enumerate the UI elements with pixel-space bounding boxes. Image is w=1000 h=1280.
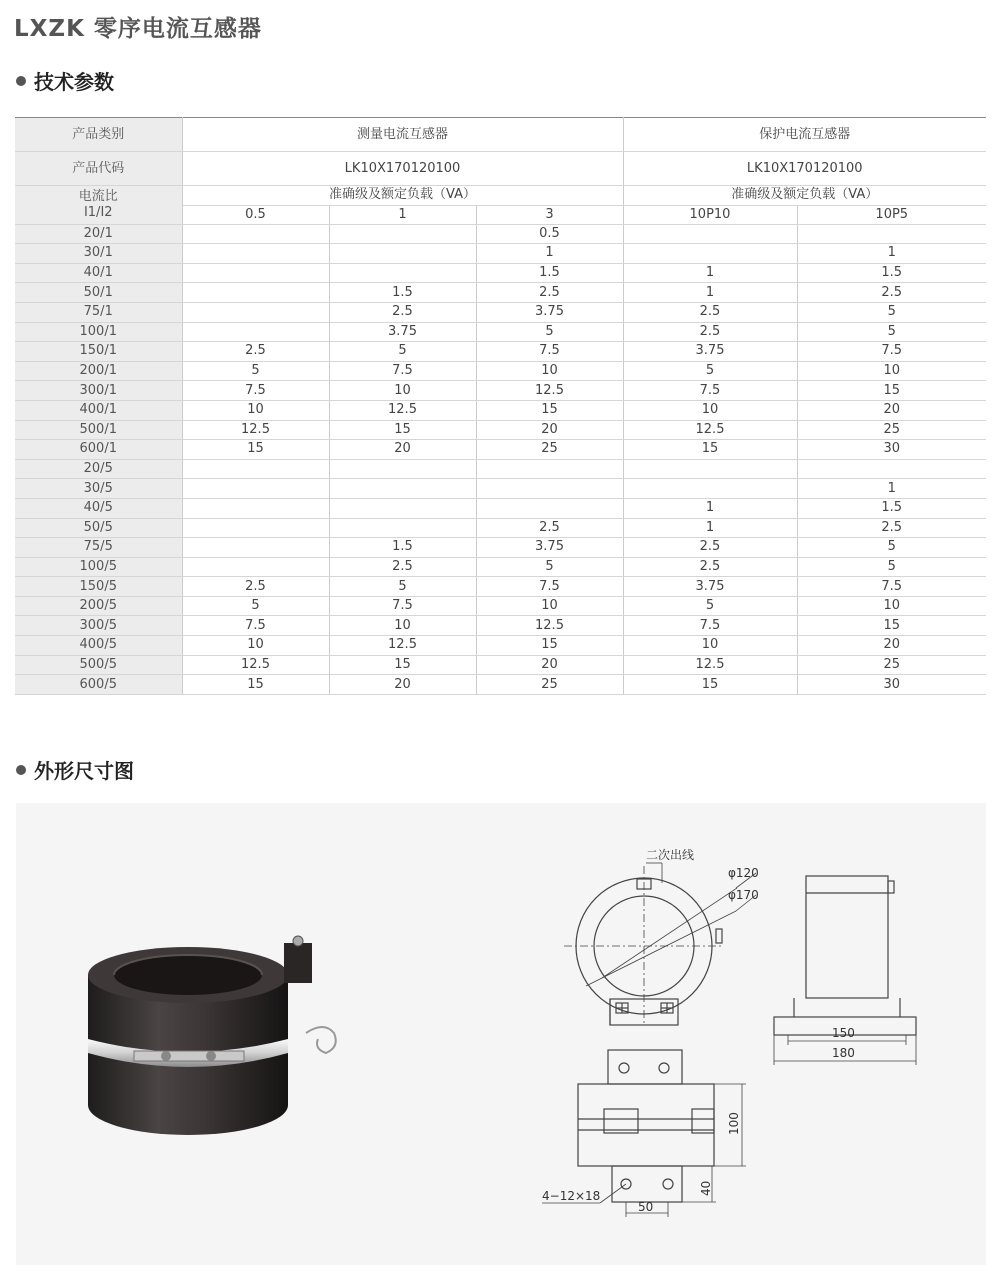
cell-class-10p10: 10 [623,636,797,656]
cell-class-10p10 [623,459,797,479]
cell-class-3: 5 [476,322,623,342]
label-width-inner: 150 [832,1026,855,1040]
cell-class-10p10: 15 [623,675,797,695]
cell-ratio: 40/1 [15,263,182,283]
cell-class-1: 1.5 [329,538,476,558]
cell-ratio: 100/1 [15,322,182,342]
cell-class-0.5: 2.5 [182,577,329,597]
label-height: 100 [727,1112,741,1135]
label-holes: 4−12×18 [542,1189,601,1203]
table-row [15,322,986,342]
table-row [15,479,986,499]
cell-class-10p10: 2.5 [623,557,797,577]
cell-class-3 [476,479,623,499]
cell-ratio: 100/5 [15,557,182,577]
cell-class-0.5 [182,224,329,244]
cell-class-0.5: 5 [182,596,329,616]
label-foot-height: 40 [699,1180,713,1196]
class-10p10: 10P10 [623,205,797,224]
table-row [15,263,986,283]
table-row [15,498,986,518]
table-row [15,420,986,440]
cell-ratio: 600/5 [15,675,182,695]
cell-class-10p5: 10 [797,596,986,616]
cell-class-3: 7.5 [476,342,623,362]
category-label: 产品类别 [15,118,182,152]
cell-class-1: 1.5 [329,283,476,303]
class-3: 3 [476,205,623,224]
cell-class-10p5: 5 [797,302,986,322]
cell-class-3: 12.5 [476,381,623,401]
cell-class-10p5: 20 [797,636,986,656]
cell-class-3: 3.75 [476,302,623,322]
cell-class-0.5: 12.5 [182,420,329,440]
cell-ratio: 50/1 [15,283,182,303]
table-row [15,224,986,244]
cell-class-0.5: 5 [182,361,329,381]
cell-class-10p10: 5 [623,596,797,616]
cell-ratio: 600/1 [15,440,182,460]
code-protect: LK10X170120100 [623,152,986,186]
cell-class-10p5: 7.5 [797,342,986,362]
cell-class-0.5 [182,322,329,342]
table-row [15,616,986,636]
cell-class-0.5: 10 [182,400,329,420]
cell-class-3: 20 [476,655,623,675]
table-row [15,342,986,362]
cell-class-10p10: 2.5 [623,322,797,342]
cell-class-3 [476,459,623,479]
cell-class-1: 7.5 [329,361,476,381]
page-title: LXZK 零序电流互感器 [14,16,262,42]
cell-class-0.5: 7.5 [182,381,329,401]
label-dia-inner: φ120 [728,866,759,880]
cell-class-10p5 [797,459,986,479]
cell-class-10p10: 2.5 [623,302,797,322]
cell-class-10p10: 10 [623,400,797,420]
cell-class-10p5: 15 [797,381,986,401]
label-dia-outer: φ170 [728,888,759,902]
cell-class-0.5 [182,538,329,558]
cell-class-3: 15 [476,636,623,656]
cell-class-1: 3.75 [329,322,476,342]
cell-class-1 [329,479,476,499]
cell-class-3: 15 [476,400,623,420]
cell-class-3: 10 [476,596,623,616]
cell-ratio: 30/1 [15,244,182,264]
category-protect: 保护电流互感器 [623,118,986,152]
cell-class-3: 25 [476,675,623,695]
cell-class-1: 15 [329,420,476,440]
label-width-outer: 180 [832,1046,855,1060]
cell-class-3: 1 [476,244,623,264]
cell-class-10p5: 20 [797,400,986,420]
cell-class-0.5: 10 [182,636,329,656]
drawing-panel [16,803,986,1265]
cell-ratio: 20/1 [15,224,182,244]
header-row-accuracy [15,186,986,206]
cell-class-0.5: 15 [182,440,329,460]
ratio-label [15,186,182,225]
cell-ratio: 40/5 [15,498,182,518]
cell-class-1: 20 [329,440,476,460]
cell-class-10p5: 10 [797,361,986,381]
cell-class-0.5 [182,244,329,264]
cell-class-3 [476,498,623,518]
cell-ratio: 50/5 [15,518,182,538]
cell-class-0.5: 12.5 [182,655,329,675]
table-row [15,459,986,479]
table-row [15,440,986,460]
cell-class-10p10: 7.5 [623,381,797,401]
cell-class-1: 10 [329,616,476,636]
cell-class-10p10: 12.5 [623,655,797,675]
accuracy-protect: 准确级及额定负载（VA） [623,186,986,206]
cell-class-1 [329,459,476,479]
cell-class-10p5: 1.5 [797,263,986,283]
cell-class-1: 12.5 [329,636,476,656]
cell-class-1: 2.5 [329,302,476,322]
cell-class-0.5 [182,459,329,479]
cell-class-10p10: 3.75 [623,577,797,597]
cell-class-10p5: 1 [797,479,986,499]
cell-class-1: 5 [329,342,476,362]
table-row [15,577,986,597]
cell-class-0.5 [182,498,329,518]
cell-class-3: 25 [476,440,623,460]
cell-class-3: 2.5 [476,283,623,303]
cell-class-1: 10 [329,381,476,401]
accuracy-measure: 准确级及额定负载（VA） [182,186,623,206]
cell-class-10p5: 5 [797,538,986,558]
cell-class-3: 7.5 [476,577,623,597]
cell-class-10p5: 5 [797,557,986,577]
cell-class-10p5: 30 [797,440,986,460]
cell-class-3: 12.5 [476,616,623,636]
cell-class-1: 15 [329,655,476,675]
category-measure: 测量电流互感器 [182,118,623,152]
cell-class-10p5: 2.5 [797,283,986,303]
cell-class-10p10: 1 [623,263,797,283]
cell-class-3: 10 [476,361,623,381]
cell-ratio: 300/1 [15,381,182,401]
cell-class-1 [329,518,476,538]
cell-class-1: 20 [329,675,476,695]
cell-class-1 [329,263,476,283]
cell-class-10p10: 7.5 [623,616,797,636]
cell-class-10p10: 2.5 [623,538,797,558]
cell-ratio: 400/5 [15,636,182,656]
code-label: 产品代码 [15,152,182,186]
cell-class-10p5 [797,224,986,244]
table-row [15,557,986,577]
table-row [15,655,986,675]
cell-ratio: 150/1 [15,342,182,362]
cell-class-1 [329,224,476,244]
cell-class-10p5: 5 [797,322,986,342]
cell-class-1 [329,498,476,518]
cell-class-0.5: 2.5 [182,342,329,362]
table-row [15,400,986,420]
cell-class-3: 1.5 [476,263,623,283]
transformer-photo [88,936,336,1135]
cell-class-0.5 [182,283,329,303]
cell-class-0.5 [182,263,329,283]
cell-class-10p5: 2.5 [797,518,986,538]
ratio-label-line2: I1/I2 [83,204,113,220]
cell-ratio: 200/5 [15,596,182,616]
table-row [15,283,986,303]
cell-ratio: 200/1 [15,361,182,381]
cell-class-10p10: 5 [623,361,797,381]
code-measure: LK10X170120100 [182,152,623,186]
cell-class-1: 5 [329,577,476,597]
spec-table [15,117,986,695]
cell-class-10p5: 1 [797,244,986,264]
bullet-icon [16,765,26,775]
cell-ratio: 150/5 [15,577,182,597]
cell-ratio: 30/5 [15,479,182,499]
ratio-label-line1: 电流比 [78,188,118,204]
cell-ratio: 500/1 [15,420,182,440]
cell-class-3: 5 [476,557,623,577]
table-row [15,302,986,322]
header-row-code [15,152,986,186]
cell-ratio: 75/5 [15,538,182,558]
cell-class-10p10: 3.75 [623,342,797,362]
cell-class-10p10: 1 [623,283,797,303]
cell-class-3: 0.5 [476,224,623,244]
section-heading-dimensions-text: 外形尺寸图 [34,759,134,783]
cell-class-10p10 [623,224,797,244]
cell-class-10p5: 15 [797,616,986,636]
class-10p5: 10P5 [797,205,986,224]
table-row [15,381,986,401]
label-secondary-outlet: 二次出线 [646,848,695,862]
dimension-drawing [16,803,986,1265]
cell-class-1: 2.5 [329,557,476,577]
cell-class-0.5: 15 [182,675,329,695]
cell-class-10p10: 1 [623,498,797,518]
cell-ratio: 20/5 [15,459,182,479]
cell-class-10p10: 15 [623,440,797,460]
bullet-icon [16,76,26,86]
cell-class-0.5: 7.5 [182,616,329,636]
class-0.5: 0.5 [182,205,329,224]
cell-class-0.5 [182,302,329,322]
class-1: 1 [329,205,476,224]
cell-class-0.5 [182,518,329,538]
table-row [15,538,986,558]
cell-class-3: 2.5 [476,518,623,538]
table-row [15,518,986,538]
section-heading-dimensions [16,755,134,784]
table-row [15,636,986,656]
table-row [15,675,986,695]
cell-class-10p10: 12.5 [623,420,797,440]
cell-class-10p5: 1.5 [797,498,986,518]
cell-class-10p5: 30 [797,675,986,695]
section-heading-specs-text: 技术参数 [34,70,114,94]
table-row [15,244,986,264]
cell-class-10p10 [623,479,797,499]
cell-ratio: 300/5 [15,616,182,636]
cell-class-10p10: 1 [623,518,797,538]
cell-class-1: 12.5 [329,400,476,420]
cell-class-10p10 [623,244,797,264]
label-hole-spacing: 50 [638,1200,654,1214]
cell-class-10p5: 25 [797,655,986,675]
cell-class-1 [329,244,476,264]
table-row [15,596,986,616]
cell-ratio: 500/5 [15,655,182,675]
header-row-category [15,118,986,152]
cell-ratio: 75/1 [15,302,182,322]
cell-class-10p5: 25 [797,420,986,440]
section-heading-specs [16,66,114,95]
cell-class-1: 7.5 [329,596,476,616]
cell-class-0.5 [182,479,329,499]
cell-class-3: 20 [476,420,623,440]
cell-class-0.5 [182,557,329,577]
cell-ratio: 400/1 [15,400,182,420]
cell-class-10p5: 7.5 [797,577,986,597]
cell-class-3: 3.75 [476,538,623,558]
table-row [15,361,986,381]
